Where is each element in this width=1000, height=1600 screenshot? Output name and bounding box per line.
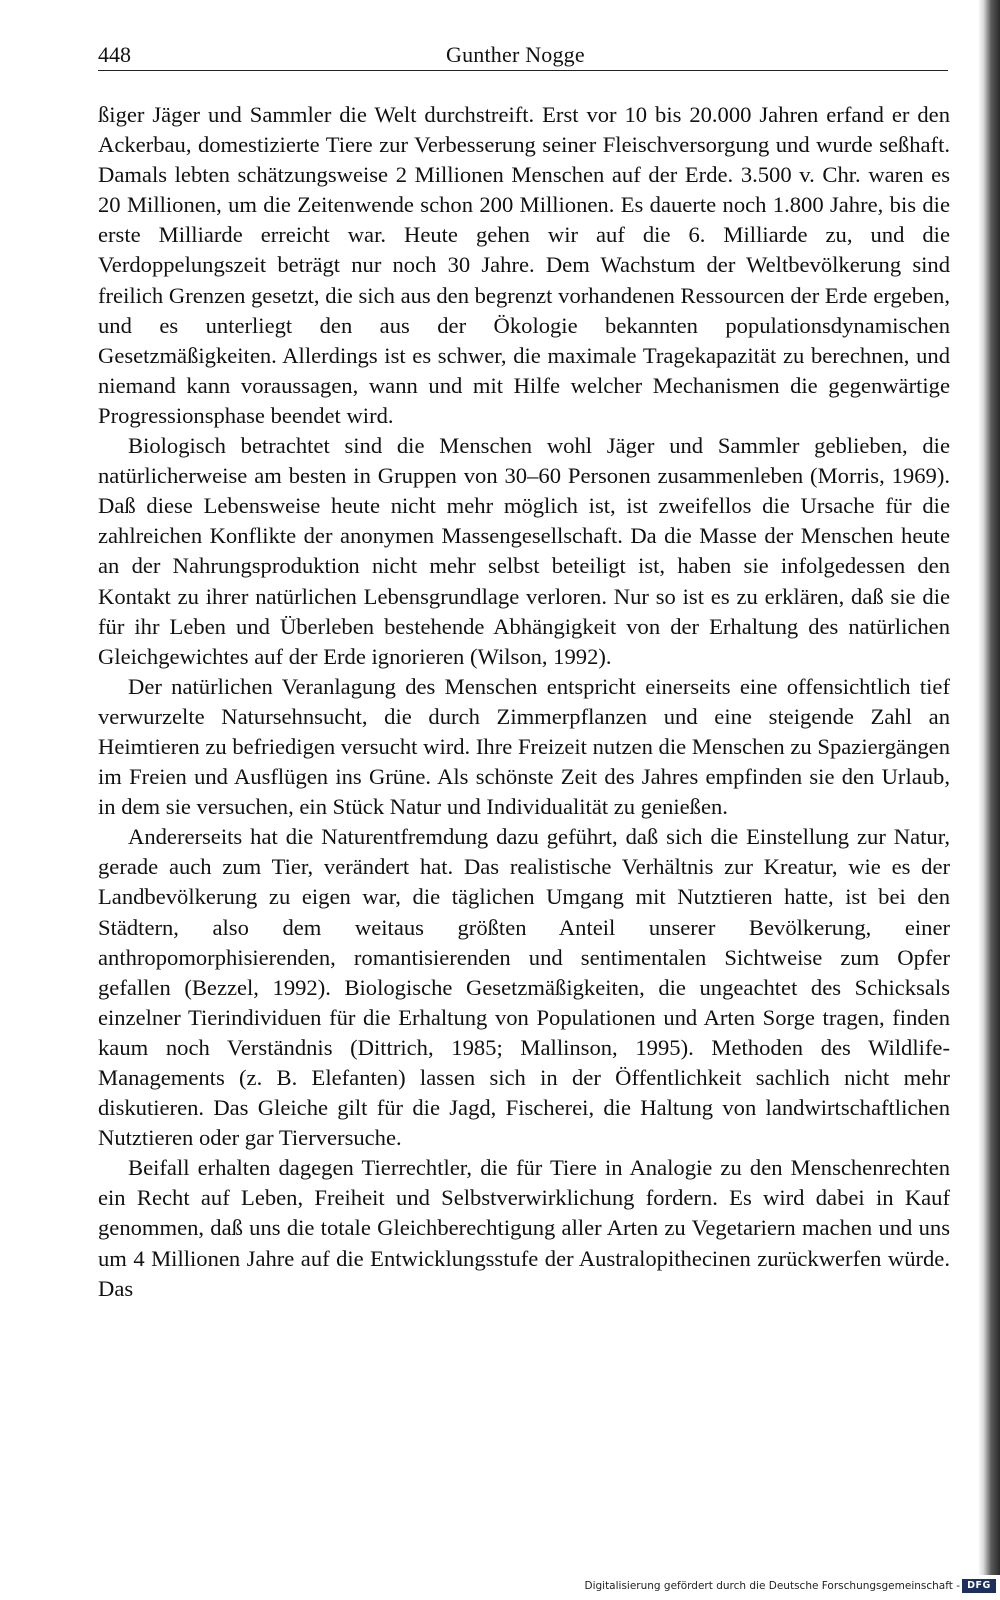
dfg-logo: DFG [962,1579,996,1593]
paragraph-4: Andererseits hat die Naturentfremdung dazu geführt, daß sich die Einstellung zur Natur, gerade auch zum Tier, verändert hat. Das realistische Verhältnis zur Kreatur, wie es der Landbevölkerung zu eigen war, die täglichen Umgang mit Nutztieren hatte, ist bei den Städtern, also dem weitaus größten Anteil unserer Bevölkerung, einer anthropomorphisierenden, romantisierenden und sentimentalen Sichtweise zum Opfer gefallen (Bezzel, 1992). Biologische Gesetzmäßigkeiten, die ungeachtet des Schicksals einzelner Tierindividuen für die Erhaltung von Populationen und Arten Sorge tragen, finden kaum noch Verständnis (Dittrich, 1985; Mallinson, 1995). Methoden des Wildlife-Managements (z. B. Elefanten) lassen sich in der Öffentlichkeit sachlich nicht mehr diskutieren. Das Gleiche gilt für die Jagd, Fischerei, die Haltung von landwirtschaftlichen Nutztieren oder gar Tierversuche. [98,824,950,1151]
page-header [98,40,948,72]
digitization-footer [0,1575,1000,1600]
body-text [98,100,950,1304]
paragraph-5: Beifall erhalten dagegen Tierrechtler, die für Tiere in Analogie zu den Menschenrechten ein Recht auf Leben, Freiheit und Selbstverwirklichung fordern. Es wird dabei in Kauf genommen, daß uns die totale Gleichberechtigung aller Arten zu Vegetariern machen und uns um 4 Millionen Jahre auf die Entwicklungsstufe der Australopithecinen zurückwerfen würde. Das [98,1155,950,1301]
scan-page-edge [978,0,1000,1575]
page-number: 448 [98,42,131,67]
paragraph-1: ßiger Jäger und Sammler die Welt durchstreift. Erst vor 10 bis 20.000 Jahren erfand er den Ackerbau, domestizierte Tiere zur Verbesserung seiner Fleischversorgung und wurde seßhaft. Damals lebten schätzungsweise 2 Millionen Menschen auf der Erde. 3.500 v. Chr. waren es 20 Millionen, um die Zeitenwende schon 200 Millionen. Es dauerte noch 1.800 Jahre, bis die erste Milliarde erreicht war. Heute gehen wir auf die 6. Milliarde zu, und die Verdoppelungszeit beträgt nur noch 30 Jahre. Dem Wachstum der Weltbevölkerung sind freilich Grenzen gesetzt, die sich aus den begrenzt vorhandenen Ressourcen der Erde ergeben, und es unterliegt den aus der Ökologie bekannten populationsdynamischen Gesetzmäßigkeiten. Allerdings ist es schwer, die maximale Tragekapazität zu berechnen, und niemand kann voraussagen, wann und mit Hilfe welcher Mechanismen die gegenwärtige Progressionsphase beendet wird. [98,102,950,428]
paragraph-2: Biologisch betrachtet sind die Menschen wohl Jäger und Sammler geblieben, die natürlicherweise am besten in Gruppen von 30–60 Personen zusammenleben (Morris, 1969). Daß diese Lebensweise heute nicht mehr möglich ist, ist zweifellos die Ursache für die zahlreichen Konflikte der anonymen Massengesellschaft. Da die Masse der Menschen heute an der Nahrungsproduktion nicht mehr selbst beteiligt ist, haben sie infolgedessen den Kontakt zu ihrer natürlichen Lebensgrundlage verloren. Nur so ist es zu erklären, daß sie die für ihr Leben und Überleben bestehende Abhängigkeit von der Erhaltung des natürlichen Gleichgewichtes auf der Erde ignorieren (Wilson, 1992). [98,433,950,669]
running-head-author: Gunther Nogge [446,42,585,67]
paragraph-3: Der natürlichen Veranlagung des Menschen entspricht einerseits eine offensichtlich tief verwurzelte Natursehnsucht, die durch Zimmerpflanzen und eine steigende Zahl an Heimtieren zu befriedigen versucht wird. Ihre Freizeit nutzen die Menschen zu Spaziergängen im Freien und Ausflügen ins Grüne. Als schönste Zeit des Jahres empfinden sie den Urlaub, in dem sie versuchen, ein Stück Natur und Individualität zu genießen. [98,673,950,820]
funding-notice: Digitalisierung gefördert durch die Deutsche Forschungsgemeinschaft - [584,1580,960,1592]
header-rule [98,70,948,71]
